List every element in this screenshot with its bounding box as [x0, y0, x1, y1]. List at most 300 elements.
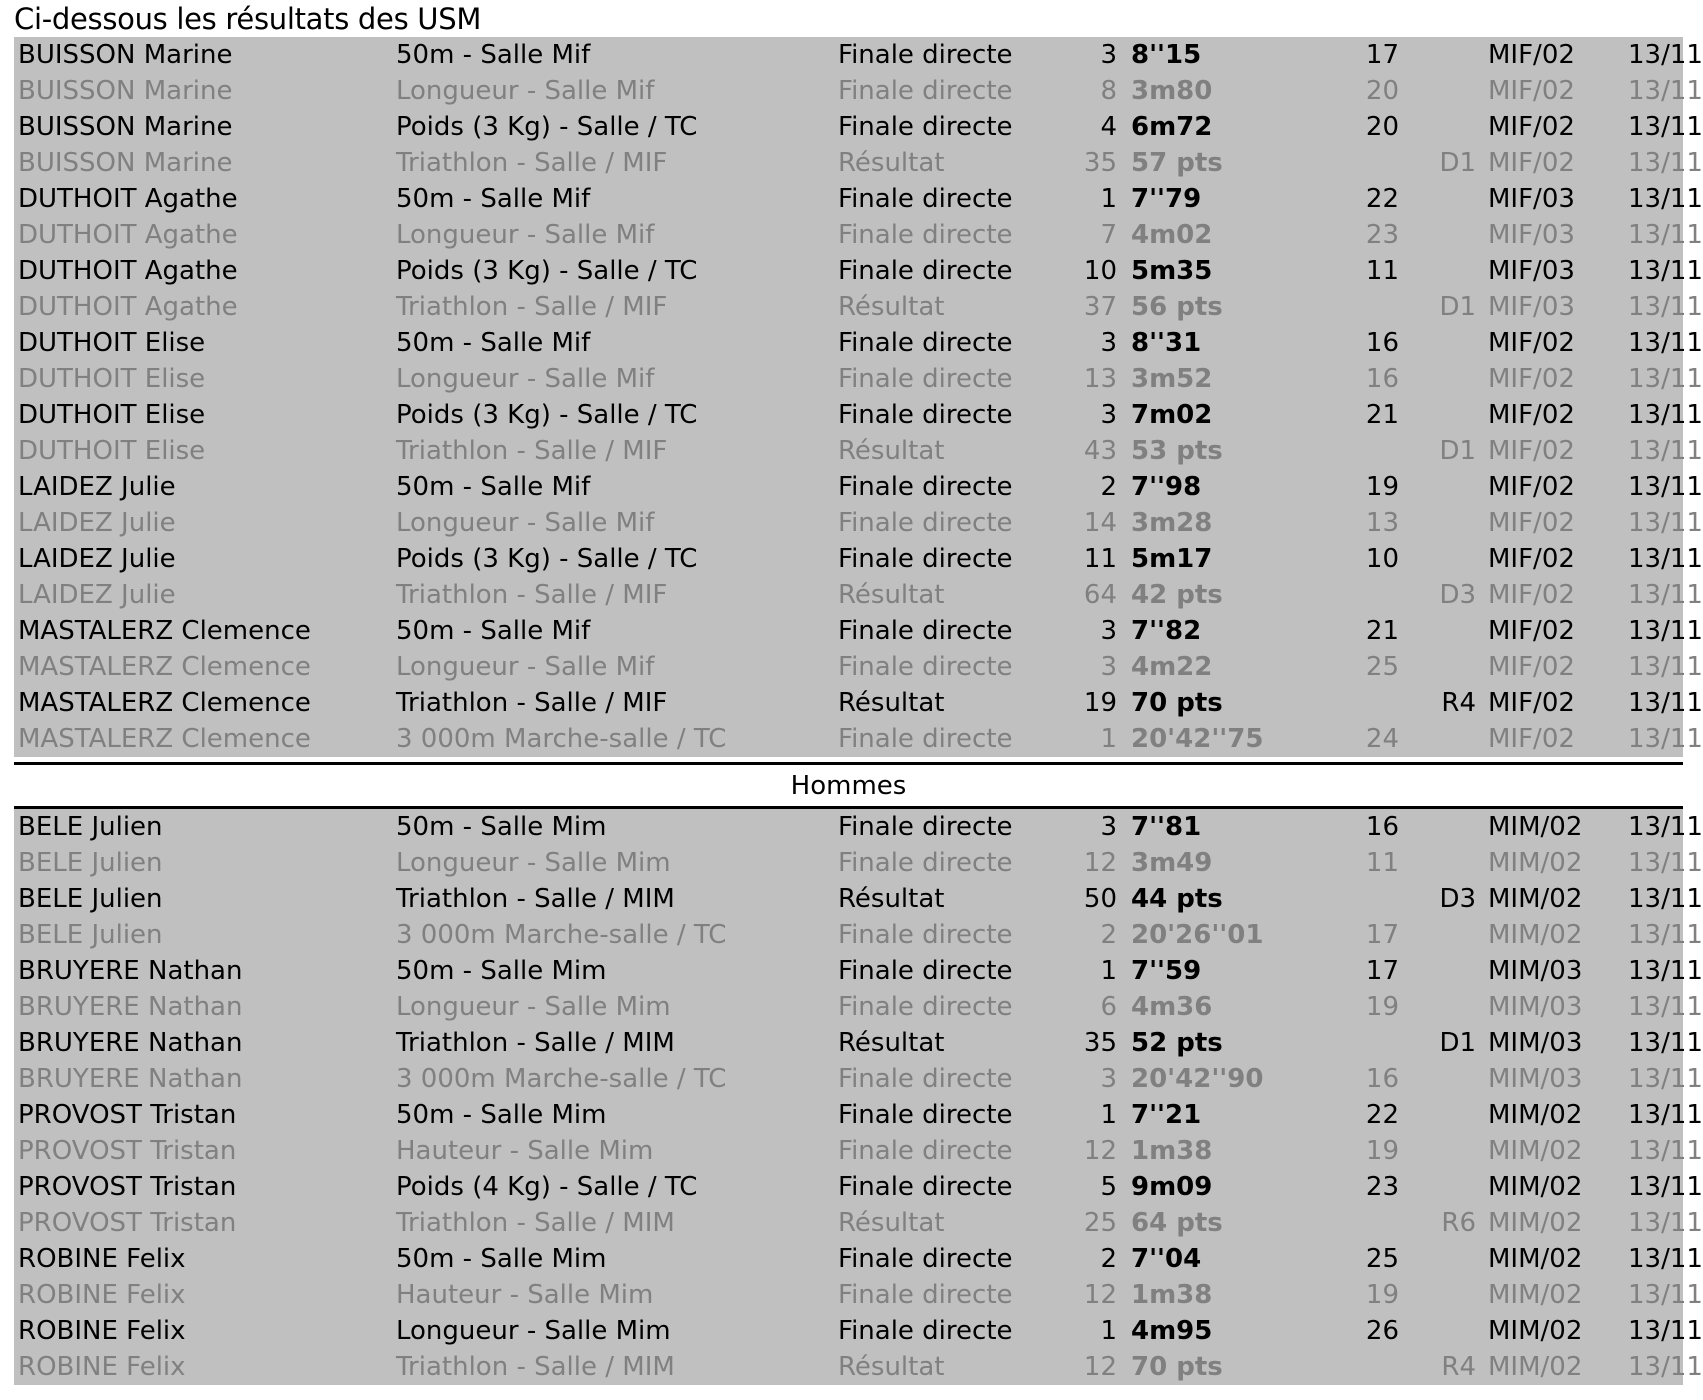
date-cell: 13/11 — [1628, 884, 1703, 914]
date-cell: 13/11 — [1628, 1172, 1703, 1202]
event-name-cell: 50m - Salle Mif — [396, 328, 591, 358]
event-name-cell: Longueur - Salle Mif — [396, 508, 655, 538]
table-row — [14, 1097, 1683, 1133]
event-name-cell: 3 000m Marche-salle / TC — [396, 724, 727, 754]
performance-cell: 7m02 — [1131, 400, 1213, 430]
level-cell — [1407, 1061, 1488, 1097]
place-cell: 2 — [1100, 1244, 1117, 1274]
points-cell: 22 — [1365, 184, 1399, 214]
category-cell: MIF/02 — [1488, 40, 1575, 70]
performance-cell: 6m72 — [1131, 112, 1213, 142]
category-cell: MIM/03 — [1488, 1064, 1583, 1094]
date-cell: 13/11 — [1628, 328, 1703, 358]
table-row — [14, 433, 1683, 469]
athlete-name-cell: DUTHOIT Elise — [18, 436, 206, 466]
event-name-cell: Longueur - Salle Mif — [396, 652, 655, 682]
athlete-name-cell: BELE Julien — [18, 884, 163, 914]
athlete-name-cell: LAIDEZ Julie — [18, 472, 176, 502]
place-cell: 3 — [1100, 652, 1117, 682]
round-type-cell: Résultat — [838, 1208, 945, 1238]
table-row — [14, 145, 1683, 181]
level-cell — [1407, 109, 1488, 145]
athlete-name-cell: BUISSON Marine — [18, 112, 233, 142]
date-cell: 13/11 — [1628, 1100, 1703, 1130]
athlete-name-cell: DUTHOIT Elise — [18, 364, 206, 394]
place-cell: 35 — [1083, 1028, 1117, 1058]
table-row — [14, 1025, 1683, 1061]
level-cell — [1407, 1241, 1488, 1277]
event-name-cell: Hauteur - Salle Mim — [396, 1280, 654, 1310]
athlete-name-cell: LAIDEZ Julie — [18, 544, 176, 574]
level-cell — [1407, 1277, 1488, 1313]
event-name-cell: Triathlon - Salle / MIF — [396, 148, 668, 178]
date-cell: 13/11 — [1628, 148, 1703, 178]
category-cell: MIF/02 — [1488, 328, 1575, 358]
event-name-cell: Triathlon - Salle / MIM — [396, 1028, 675, 1058]
round-type-cell: Finale directe — [838, 1280, 1013, 1310]
level-cell: D3 — [1439, 580, 1476, 610]
date-cell: 13/11 — [1628, 220, 1703, 250]
level-cell: D3 — [1439, 884, 1476, 914]
category-cell: MIF/02 — [1488, 544, 1575, 574]
performance-cell: 20'42''75 — [1131, 724, 1264, 754]
round-type-cell: Finale directe — [838, 472, 1013, 502]
category-cell: MIF/02 — [1488, 616, 1575, 646]
section-divider-top — [14, 762, 1683, 765]
round-type-cell: Finale directe — [838, 1172, 1013, 1202]
category-cell: MIM/02 — [1488, 1244, 1583, 1274]
performance-cell: 7''04 — [1131, 1244, 1202, 1274]
performance-cell: 7''81 — [1131, 812, 1202, 842]
athlete-name-cell: DUTHOIT Agathe — [18, 184, 238, 214]
performance-cell: 8''31 — [1131, 328, 1202, 358]
points-cell: 26 — [1365, 1316, 1399, 1346]
table-row — [14, 1277, 1683, 1313]
level-cell — [1407, 361, 1488, 397]
table-row — [14, 917, 1683, 953]
table-row — [14, 845, 1683, 881]
category-cell: MIF/02 — [1488, 76, 1575, 106]
event-name-cell: Longueur - Salle Mif — [396, 364, 655, 394]
place-cell: 2 — [1100, 920, 1117, 950]
date-cell: 13/11 — [1628, 688, 1703, 718]
performance-cell: 3m28 — [1131, 508, 1213, 538]
category-cell: MIM/02 — [1488, 1316, 1583, 1346]
level-cell — [1407, 989, 1488, 1025]
category-cell: MIF/03 — [1488, 256, 1575, 286]
performance-cell: 56 pts — [1131, 292, 1223, 322]
category-cell: MIF/02 — [1488, 580, 1575, 610]
level-cell — [1407, 37, 1488, 73]
points-cell: 16 — [1365, 328, 1399, 358]
date-cell: 13/11 — [1628, 436, 1703, 466]
date-cell: 13/11 — [1628, 1352, 1703, 1382]
place-cell: 1 — [1100, 184, 1117, 214]
round-type-cell: Finale directe — [838, 256, 1013, 286]
place-cell: 1 — [1100, 1316, 1117, 1346]
performance-cell: 1m38 — [1131, 1280, 1213, 1310]
place-cell: 1 — [1100, 956, 1117, 986]
event-name-cell: Longueur - Salle Mif — [396, 76, 655, 106]
athlete-name-cell: MASTALERZ Clemence — [18, 688, 311, 718]
round-type-cell: Finale directe — [838, 920, 1013, 950]
round-type-cell: Finale directe — [838, 1136, 1013, 1166]
athlete-name-cell: BUISSON Marine — [18, 40, 233, 70]
level-cell — [1407, 917, 1488, 953]
category-cell: MIM/03 — [1488, 992, 1583, 1022]
table-row — [14, 37, 1683, 73]
date-cell: 13/11 — [1628, 1028, 1703, 1058]
points-cell: 13 — [1365, 508, 1399, 538]
category-cell: MIM/03 — [1488, 1028, 1583, 1058]
category-cell: MIM/02 — [1488, 1136, 1583, 1166]
page-title: Ci-dessous les résultats des USM — [14, 2, 482, 36]
event-name-cell: Triathlon - Salle / MIM — [396, 884, 675, 914]
athlete-name-cell: LAIDEZ Julie — [18, 508, 176, 538]
points-cell: 20 — [1365, 76, 1399, 106]
round-type-cell: Finale directe — [838, 1064, 1013, 1094]
category-cell: MIM/02 — [1488, 1172, 1583, 1202]
event-name-cell: 50m - Salle Mim — [396, 812, 607, 842]
category-cell: MIM/02 — [1488, 848, 1583, 878]
points-cell: 21 — [1365, 400, 1399, 430]
event-name-cell: Triathlon - Salle / MIF — [396, 436, 668, 466]
points-cell — [1311, 289, 1407, 325]
table-row — [14, 109, 1683, 145]
date-cell: 13/11 — [1628, 724, 1703, 754]
athlete-name-cell: DUTHOIT Agathe — [18, 220, 238, 250]
women-results-table — [14, 37, 1703, 757]
performance-cell: 4m02 — [1131, 220, 1213, 250]
points-cell: 25 — [1365, 1244, 1399, 1274]
category-cell: MIF/02 — [1488, 652, 1575, 682]
table-row — [14, 181, 1683, 217]
category-cell: MIM/02 — [1488, 812, 1583, 842]
round-type-cell: Résultat — [838, 1028, 945, 1058]
table-row — [14, 505, 1683, 541]
points-cell — [1311, 433, 1407, 469]
table-row — [14, 685, 1683, 721]
event-name-cell: Poids (4 Kg) - Salle / TC — [396, 1172, 698, 1202]
athlete-name-cell: DUTHOIT Elise — [18, 328, 206, 358]
date-cell: 13/11 — [1628, 992, 1703, 1022]
level-cell — [1407, 649, 1488, 685]
points-cell: 16 — [1365, 812, 1399, 842]
place-cell: 3 — [1100, 40, 1117, 70]
athlete-name-cell: ROBINE Felix — [18, 1280, 186, 1310]
event-name-cell: 50m - Salle Mif — [396, 184, 591, 214]
date-cell: 13/11 — [1628, 1136, 1703, 1166]
table-row — [14, 397, 1683, 433]
points-cell — [1311, 1205, 1407, 1241]
performance-cell: 7''21 — [1131, 1100, 1202, 1130]
date-cell: 13/11 — [1628, 848, 1703, 878]
performance-cell: 3m80 — [1131, 76, 1213, 106]
date-cell: 13/11 — [1628, 544, 1703, 574]
points-cell — [1311, 145, 1407, 181]
performance-cell: 7''98 — [1131, 472, 1202, 502]
place-cell: 12 — [1083, 848, 1117, 878]
table-row — [14, 953, 1683, 989]
date-cell: 13/11 — [1628, 256, 1703, 286]
place-cell: 11 — [1083, 544, 1117, 574]
performance-cell: 64 pts — [1131, 1208, 1223, 1238]
event-name-cell: 3 000m Marche-salle / TC — [396, 920, 727, 950]
event-name-cell: Longueur - Salle Mim — [396, 1316, 671, 1346]
points-cell: 16 — [1365, 364, 1399, 394]
date-cell: 13/11 — [1628, 184, 1703, 214]
level-cell — [1407, 1133, 1488, 1169]
event-name-cell: Poids (3 Kg) - Salle / TC — [396, 112, 698, 142]
points-cell: 23 — [1365, 1172, 1399, 1202]
level-cell — [1407, 181, 1488, 217]
round-type-cell: Résultat — [838, 292, 945, 322]
performance-cell: 57 pts — [1131, 148, 1223, 178]
date-cell: 13/11 — [1628, 292, 1703, 322]
level-cell — [1407, 505, 1488, 541]
performance-cell: 1m38 — [1131, 1136, 1213, 1166]
performance-cell: 4m36 — [1131, 992, 1213, 1022]
round-type-cell: Finale directe — [838, 956, 1013, 986]
table-row — [14, 289, 1683, 325]
athlete-name-cell: PROVOST Tristan — [18, 1208, 237, 1238]
table-row — [14, 1133, 1683, 1169]
performance-cell: 42 pts — [1131, 580, 1223, 610]
athlete-name-cell: MASTALERZ Clemence — [18, 652, 311, 682]
date-cell: 13/11 — [1628, 1064, 1703, 1094]
date-cell: 13/11 — [1628, 400, 1703, 430]
athlete-name-cell: BUISSON Marine — [18, 76, 233, 106]
place-cell: 5 — [1100, 1172, 1117, 1202]
points-cell: 17 — [1365, 40, 1399, 70]
place-cell: 12 — [1083, 1352, 1117, 1382]
round-type-cell: Finale directe — [838, 812, 1013, 842]
date-cell: 13/11 — [1628, 580, 1703, 610]
points-cell: 19 — [1365, 1136, 1399, 1166]
points-cell: 19 — [1365, 472, 1399, 502]
event-name-cell: 50m - Salle Mim — [396, 956, 607, 986]
table-row — [14, 1349, 1683, 1385]
performance-cell: 4m95 — [1131, 1316, 1213, 1346]
athlete-name-cell: DUTHOIT Agathe — [18, 256, 238, 286]
category-cell: MIF/02 — [1488, 472, 1575, 502]
round-type-cell: Résultat — [838, 436, 945, 466]
points-cell: 17 — [1365, 956, 1399, 986]
table-row — [14, 1241, 1683, 1277]
table-row — [14, 1313, 1683, 1349]
level-cell — [1407, 1097, 1488, 1133]
round-type-cell: Finale directe — [838, 1316, 1013, 1346]
place-cell: 43 — [1083, 436, 1117, 466]
athlete-name-cell: PROVOST Tristan — [18, 1172, 237, 1202]
category-cell: MIF/02 — [1488, 364, 1575, 394]
date-cell: 13/11 — [1628, 920, 1703, 950]
points-cell: 17 — [1365, 920, 1399, 950]
athlete-name-cell: PROVOST Tristan — [18, 1136, 237, 1166]
men-results-table — [14, 809, 1703, 1385]
athlete-name-cell: DUTHOIT Elise — [18, 400, 206, 430]
performance-cell: 44 pts — [1131, 884, 1223, 914]
place-cell: 37 — [1083, 292, 1117, 322]
points-cell: 19 — [1365, 992, 1399, 1022]
performance-cell: 5m17 — [1131, 544, 1213, 574]
round-type-cell: Finale directe — [838, 992, 1013, 1022]
date-cell: 13/11 — [1628, 40, 1703, 70]
date-cell: 13/11 — [1628, 956, 1703, 986]
place-cell: 6 — [1100, 992, 1117, 1022]
round-type-cell: Finale directe — [838, 76, 1013, 106]
level-cell: D1 — [1439, 292, 1476, 322]
level-cell — [1407, 809, 1488, 845]
category-cell: MIM/02 — [1488, 1208, 1583, 1238]
points-cell: 20 — [1365, 112, 1399, 142]
points-cell: 21 — [1365, 616, 1399, 646]
category-cell: MIF/02 — [1488, 148, 1575, 178]
performance-cell: 20'42''90 — [1131, 1064, 1264, 1094]
place-cell: 3 — [1100, 1064, 1117, 1094]
date-cell: 13/11 — [1628, 652, 1703, 682]
round-type-cell: Finale directe — [838, 364, 1013, 394]
points-cell — [1311, 881, 1407, 917]
level-cell — [1407, 325, 1488, 361]
event-name-cell: Triathlon - Salle / MIM — [396, 1352, 675, 1382]
table-row — [14, 721, 1683, 757]
performance-cell: 8''15 — [1131, 40, 1202, 70]
performance-cell: 70 pts — [1131, 1352, 1223, 1382]
category-cell: MIF/02 — [1488, 400, 1575, 430]
table-row — [14, 1169, 1683, 1205]
table-row — [14, 217, 1683, 253]
section-title-men: Hommes — [790, 771, 907, 801]
level-cell — [1407, 397, 1488, 433]
category-cell: MIF/02 — [1488, 436, 1575, 466]
points-cell: 11 — [1365, 848, 1399, 878]
place-cell: 12 — [1083, 1136, 1117, 1166]
level-cell: R6 — [1441, 1208, 1476, 1238]
round-type-cell: Finale directe — [838, 544, 1013, 574]
points-cell: 23 — [1365, 220, 1399, 250]
table-row — [14, 73, 1683, 109]
round-type-cell: Finale directe — [838, 1100, 1013, 1130]
athlete-name-cell: BELE Julien — [18, 920, 163, 950]
date-cell: 13/11 — [1628, 112, 1703, 142]
event-name-cell: 50m - Salle Mim — [396, 1244, 607, 1274]
event-name-cell: Longueur - Salle Mim — [396, 848, 671, 878]
date-cell: 13/11 — [1628, 812, 1703, 842]
date-cell: 13/11 — [1628, 616, 1703, 646]
performance-cell: 3m49 — [1131, 848, 1213, 878]
category-cell: MIM/02 — [1488, 920, 1583, 950]
level-cell — [1407, 953, 1488, 989]
place-cell: 8 — [1100, 76, 1117, 106]
date-cell: 13/11 — [1628, 1208, 1703, 1238]
table-row — [14, 1205, 1683, 1241]
event-name-cell: Triathlon - Salle / MIM — [396, 1208, 675, 1238]
athlete-name-cell: BELE Julien — [18, 848, 163, 878]
round-type-cell: Finale directe — [838, 652, 1013, 682]
round-type-cell: Finale directe — [838, 112, 1013, 142]
place-cell: 1 — [1100, 724, 1117, 754]
round-type-cell: Finale directe — [838, 508, 1013, 538]
place-cell: 64 — [1083, 580, 1117, 610]
performance-cell: 70 pts — [1131, 688, 1223, 718]
date-cell: 13/11 — [1628, 472, 1703, 502]
place-cell: 1 — [1100, 1100, 1117, 1130]
category-cell: MIM/02 — [1488, 884, 1583, 914]
performance-cell: 53 pts — [1131, 436, 1223, 466]
date-cell: 13/11 — [1628, 508, 1703, 538]
performance-cell: 7''79 — [1131, 184, 1202, 214]
place-cell: 12 — [1083, 1280, 1117, 1310]
table-row — [14, 1061, 1683, 1097]
table-row — [14, 253, 1683, 289]
date-cell: 13/11 — [1628, 364, 1703, 394]
level-cell: D1 — [1439, 1028, 1476, 1058]
athlete-name-cell: MASTALERZ Clemence — [18, 724, 311, 754]
place-cell: 7 — [1100, 220, 1117, 250]
category-cell: MIF/02 — [1488, 508, 1575, 538]
level-cell: D1 — [1439, 436, 1476, 466]
category-cell: MIF/03 — [1488, 184, 1575, 214]
table-row — [14, 881, 1683, 917]
place-cell: 3 — [1100, 400, 1117, 430]
athlete-name-cell: ROBINE Felix — [18, 1352, 186, 1382]
level-cell — [1407, 217, 1488, 253]
points-cell: 19 — [1365, 1280, 1399, 1310]
category-cell: MIM/02 — [1488, 1280, 1583, 1310]
table-row — [14, 613, 1683, 649]
date-cell: 13/11 — [1628, 1244, 1703, 1274]
level-cell: R4 — [1441, 688, 1476, 718]
event-name-cell: Longueur - Salle Mim — [396, 992, 671, 1022]
date-cell: 13/11 — [1628, 1316, 1703, 1346]
round-type-cell: Finale directe — [838, 848, 1013, 878]
event-name-cell: Poids (3 Kg) - Salle / TC — [396, 400, 698, 430]
level-cell — [1407, 845, 1488, 881]
table-row — [14, 325, 1683, 361]
level-cell — [1407, 1313, 1488, 1349]
date-cell: 13/11 — [1628, 1280, 1703, 1310]
performance-cell: 52 pts — [1131, 1028, 1223, 1058]
round-type-cell: Résultat — [838, 148, 945, 178]
round-type-cell: Finale directe — [838, 1244, 1013, 1274]
event-name-cell: 50m - Salle Mif — [396, 616, 591, 646]
points-cell: 11 — [1365, 256, 1399, 286]
athlete-name-cell: DUTHOIT Agathe — [18, 292, 238, 322]
event-name-cell: Triathlon - Salle / MIF — [396, 580, 668, 610]
points-cell — [1311, 685, 1407, 721]
category-cell: MIM/02 — [1488, 1100, 1583, 1130]
athlete-name-cell: BRUYERE Nathan — [18, 1028, 243, 1058]
performance-cell: 20'26''01 — [1131, 920, 1264, 950]
performance-cell: 5m35 — [1131, 256, 1213, 286]
category-cell: MIM/03 — [1488, 956, 1583, 986]
athlete-name-cell: BUISSON Marine — [18, 148, 233, 178]
place-cell: 3 — [1100, 616, 1117, 646]
event-name-cell: Triathlon - Salle / MIF — [396, 688, 668, 718]
level-cell — [1407, 541, 1488, 577]
performance-cell: 4m22 — [1131, 652, 1213, 682]
performance-cell: 7''59 — [1131, 956, 1202, 986]
performance-cell: 7''82 — [1131, 616, 1202, 646]
event-name-cell: 3 000m Marche-salle / TC — [396, 1064, 727, 1094]
athlete-name-cell: ROBINE Felix — [18, 1244, 186, 1274]
event-name-cell: Poids (3 Kg) - Salle / TC — [396, 256, 698, 286]
points-cell: 24 — [1365, 724, 1399, 754]
table-row — [14, 809, 1683, 845]
round-type-cell: Finale directe — [838, 328, 1013, 358]
place-cell: 4 — [1100, 112, 1117, 142]
